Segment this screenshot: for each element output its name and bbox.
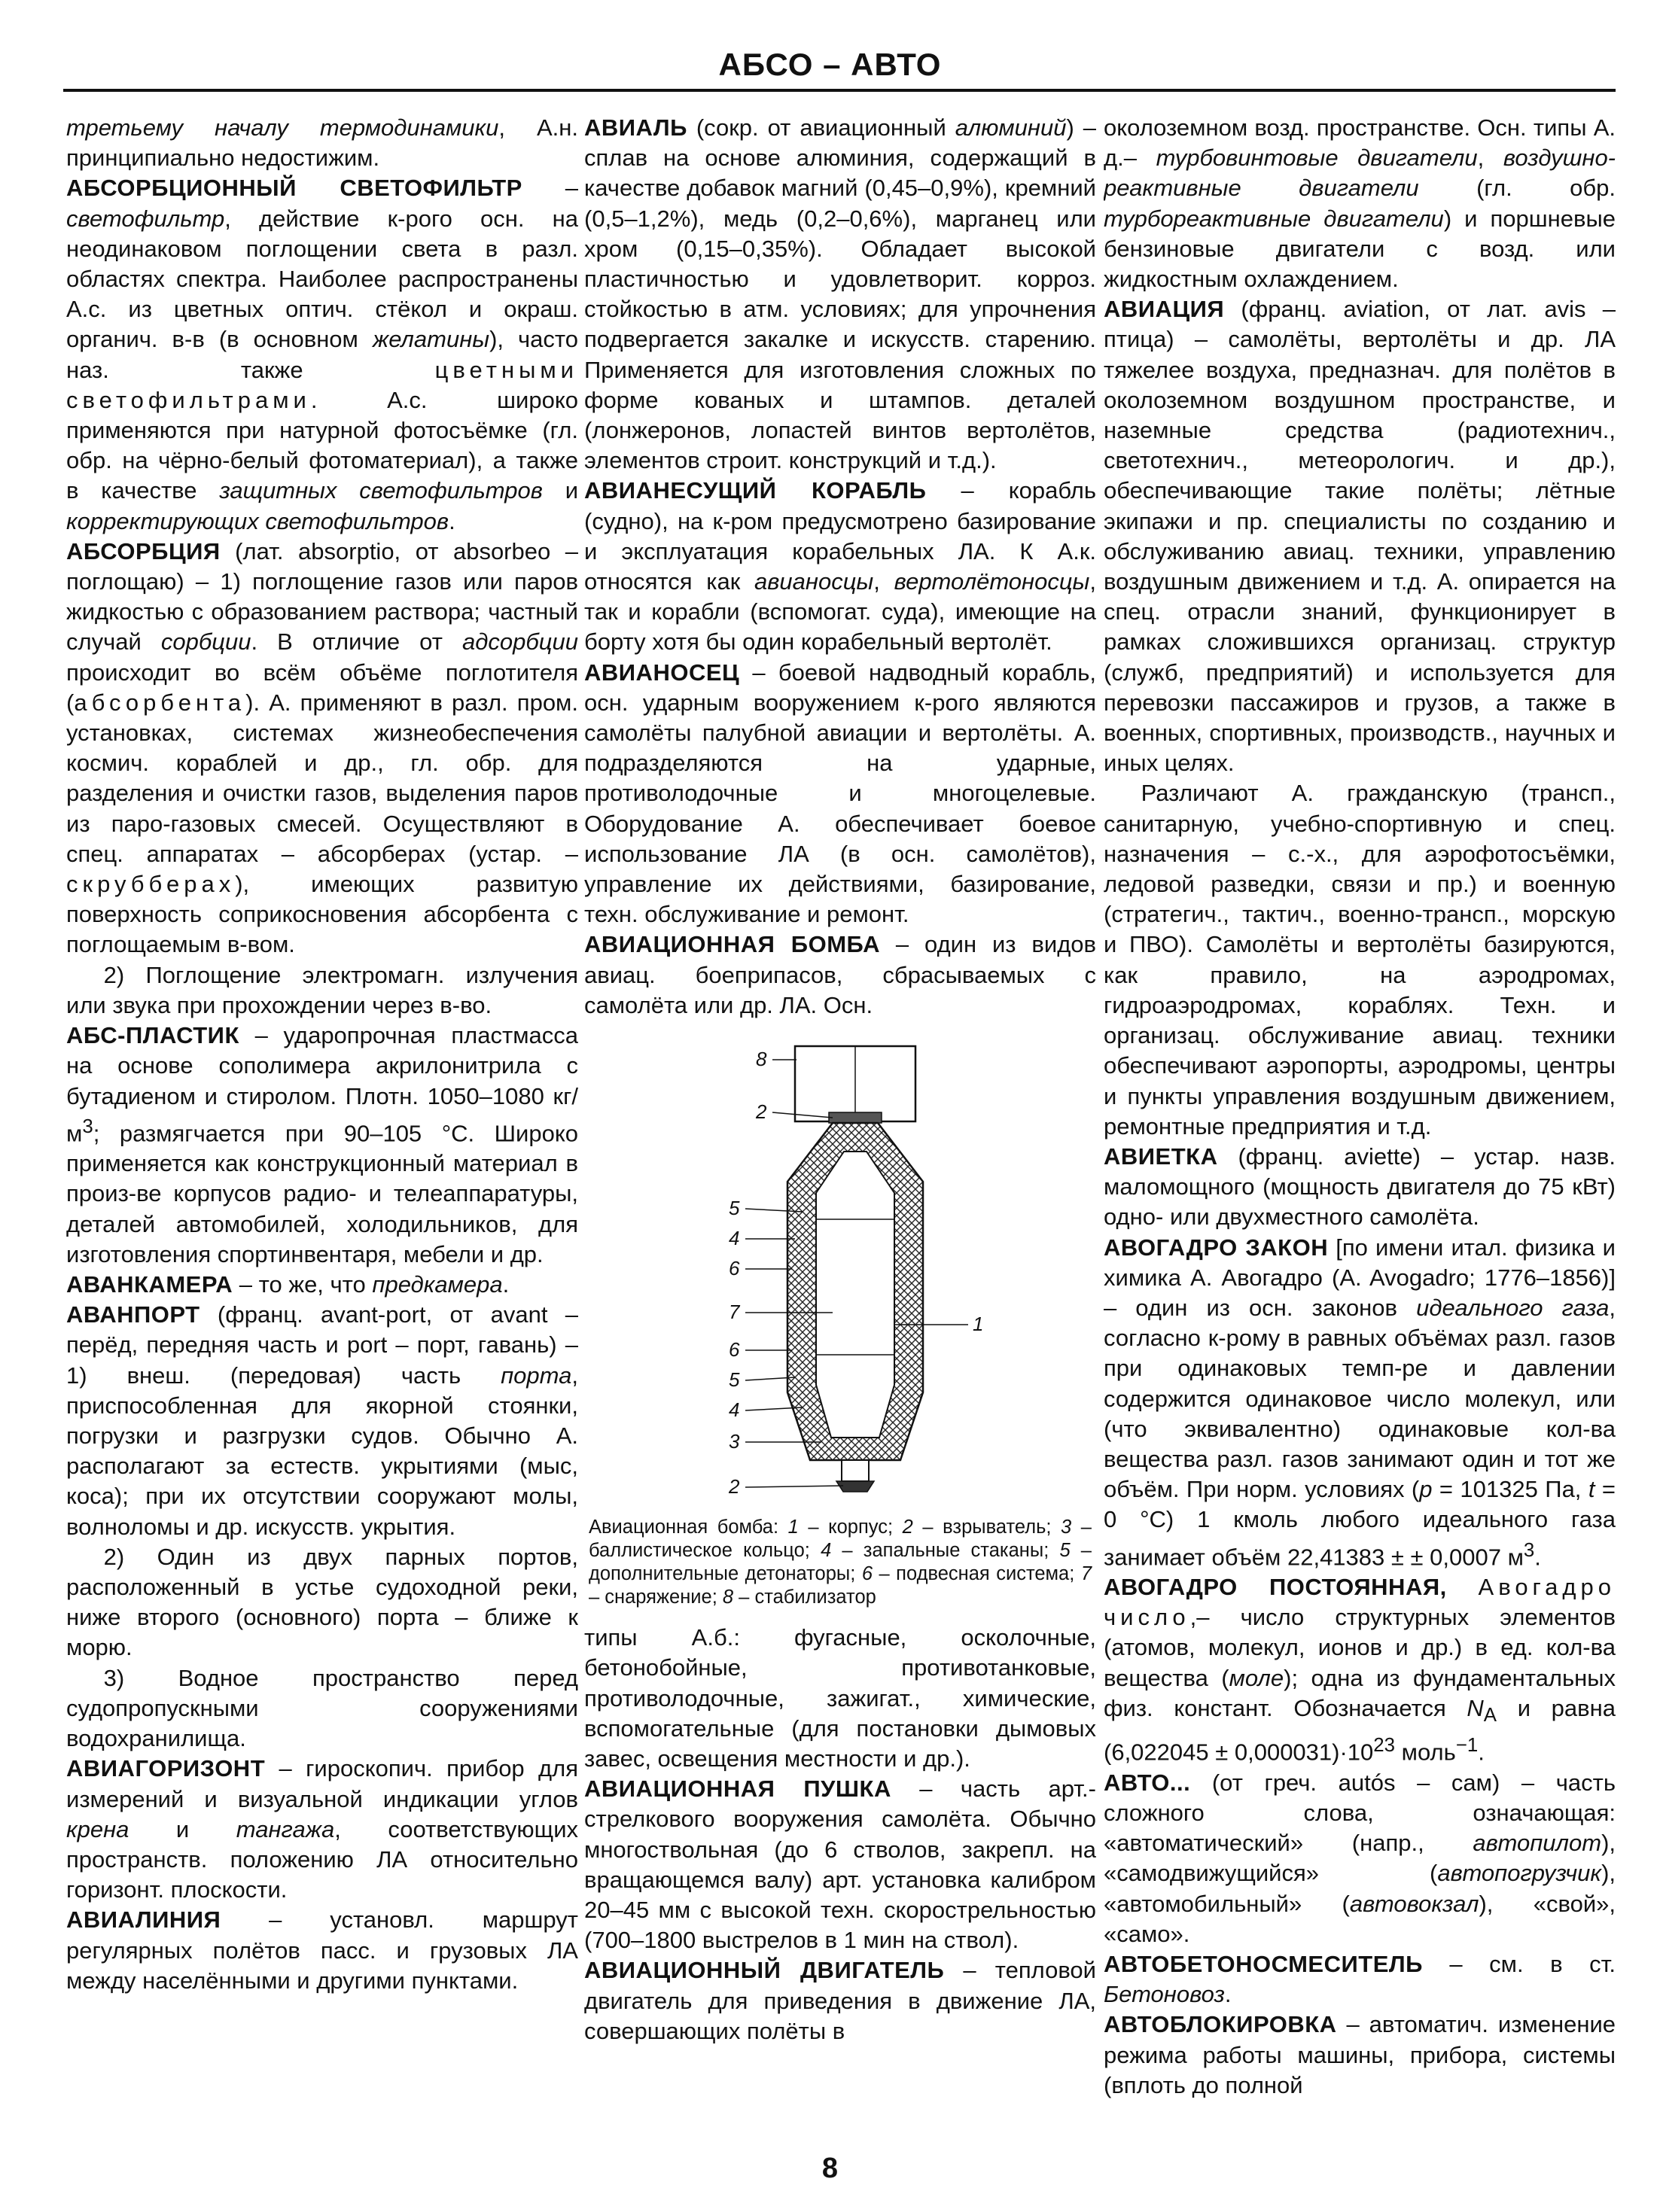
cross-reference[interactable]: тангажа bbox=[236, 1815, 335, 1842]
entry-aviatsionnaya-bomba bbox=[584, 930, 1096, 1021]
stabilizer-shape bbox=[795, 1046, 915, 1123]
caption-text: – дополнительные детонаторы; bbox=[589, 1540, 1092, 1585]
caption-text: – снаряжение; bbox=[589, 1587, 723, 1608]
entry-text: , согласно к-рому в равных объёмах разл. газов при одинаковых темп-ре и давлении содержится одинаковое число молекул, или (что эквивалентно) одинаковые кол-ва вещества разл. газов занимают один и тот же объём. При норм. условиях ( bbox=[1104, 1294, 1616, 1503]
caption-text: – баллистическое кольцо; bbox=[589, 1517, 1092, 1562]
cross-reference[interactable]: адсорбции bbox=[461, 628, 578, 656]
entry-avtoblokirovka bbox=[1104, 2010, 1616, 2101]
cross-reference[interactable]: защитных светофильтров bbox=[219, 477, 543, 504]
aerial-bomb-figure bbox=[584, 1031, 1096, 1609]
entry-continuation bbox=[1104, 113, 1616, 294]
entry-aviagorizont bbox=[66, 1754, 578, 1905]
entry-text: [по имени итал. физика и химика А. Авогадро (A. Avogadro; 1776–1856)] – один из осн. законов bbox=[1104, 1234, 1616, 1321]
entry-text: – один из видов авиац. боеприпасов, сбрасываемых с самолёта или др. ЛА. Осн. bbox=[584, 931, 1096, 1018]
superscript: 3 bbox=[1523, 1539, 1535, 1561]
text-column-3 bbox=[1104, 113, 1616, 2145]
caption-text: – запальные стаканы; bbox=[831, 1540, 1060, 1562]
entry-text: . А.с. широко применяются при натурной фотосъёмке (гл. обр. на чёрно-белый фотоматериал), а также в качестве bbox=[66, 386, 578, 504]
entry-avogadro-zakon bbox=[1104, 1233, 1616, 1573]
entry-text: . bbox=[1478, 1739, 1485, 1766]
aerial-bomb-drawing bbox=[682, 1031, 998, 1513]
entry-text: и bbox=[542, 477, 578, 504]
entry-text: , соответствующих пространств. положению ЛА относительно горизонт. плоскости. bbox=[66, 1815, 578, 1903]
entry-text: – установл. маршрут регулярных полётов пасс. и грузовых ЛА между населёнными и другими пунктами. bbox=[66, 1906, 578, 1994]
cross-reference[interactable]: порта bbox=[501, 1362, 572, 1389]
entry-text: – ударопрочная пластмасса на основе сополимера акрилонитрила с бутадиеном и стиролом. Плотн. 1050–1080 кг/м bbox=[66, 1022, 578, 1147]
entry-text: и равна (6,022045 ± 0,000031)·10 bbox=[1104, 1694, 1616, 1766]
entry-term: АВИАЦИЯ bbox=[1104, 296, 1225, 323]
cross-reference[interactable]: Бетоновоз bbox=[1104, 1981, 1225, 2008]
entry-absorption bbox=[66, 537, 578, 960]
entry-text: ), имеющих развитую поверхность соприкосновения абсорбента с поглощаемым в-вом. bbox=[66, 871, 578, 958]
spaced-term: цветными светофильтрами bbox=[66, 356, 578, 413]
entry-term: АБСОРБЦИОННЫЙ СВЕТОФИЛЬТР bbox=[66, 175, 522, 202]
label-6: 6 bbox=[729, 1338, 740, 1362]
label-5: 5 bbox=[729, 1197, 740, 1220]
entry-aviatsiya-cont: Различают А. гражданскую (трансп., санитарную, учебно-спортивную и спец. назначения – с.-х., для аэрофотосъёмки, ледовой разведки, связи и пр.) и военную (стратегич., тактич., военно-трансп., морскую и ПВО). Самолёты и вертолёты базируются, как правило, на аэродромах, гидроаэродромах, кораблях. Техн. и организац. обслуживание авиац. техники обеспечивают аэропорты, аэродромы, центры и пункты управления воздушным движением, ремонтные предприятия и т.д. bbox=[1104, 780, 1616, 1139]
entry-text: ). А. применяют в разл. пром. установках, системах жизнеобеспечения космич. кораблей и др., гл. обр. для разделения и очистки газов, выделения паров из паро-газовых смесей. Осуществляют в спец. аппаратах – абсорберах (устар. – bbox=[66, 689, 578, 867]
entry-text: – автоматич. изменение режима работы машины, прибора, системы (вплоть до полной bbox=[1104, 2011, 1616, 2098]
cross-reference[interactable]: сорбции bbox=[160, 628, 251, 656]
entry-text: = 101325 Па, bbox=[1432, 1476, 1588, 1503]
entry-text: (гл. обр. bbox=[1418, 175, 1616, 202]
entry-text: ), «свой», «само». bbox=[1104, 1890, 1616, 1947]
entry-text: . bbox=[1224, 1981, 1232, 2008]
label-6: 6 bbox=[729, 1257, 740, 1280]
entry-text: – тепловой двигатель для приведения в движение ЛА, совершающих полёты в bbox=[584, 1957, 1096, 2044]
entry-absorption-sense-2: 2) Поглощение электромагн. излучения или звука при прохождении через в-во. bbox=[66, 961, 578, 1018]
entry-avanport-sense-3: 3) Водное пространство перед судопропускными сооружениями водохранилища. bbox=[66, 1664, 578, 1752]
entry-text: – корабль (судно), на к-ром предусмотрено базирование и эксплуатация корабельных ЛА. К А.к. относятся как bbox=[584, 477, 1096, 595]
label-4: 4 bbox=[729, 1398, 740, 1422]
entry-text: (лат. absorptio, от absorbeo – поглощаю) – 1) поглощение газов или паров жидкостью с образованием раствора; частный случай bbox=[66, 537, 578, 656]
caption-number: 2 bbox=[902, 1517, 913, 1538]
cross-reference[interactable]: моле bbox=[1229, 1664, 1284, 1691]
caption-number: 5 bbox=[1059, 1540, 1071, 1562]
entry-text: , действие к-рого осн. на неодинаковом поглощении света в разл. областях спектра. Наиболее распространены А.с. из цветных оптич. стёкол и окраш. органич. в-в (в основном bbox=[66, 205, 578, 353]
entry-text: (франц. aviette) – устар. назв. маломощного (мощность двигателя до 75 кВт) одно- или двухместного самолёта. bbox=[1104, 1143, 1616, 1231]
cross-reference[interactable]: корректирующих светофильтров bbox=[66, 507, 449, 534]
entry-aviatsionnaya-pushka bbox=[584, 1774, 1096, 1955]
cross-reference[interactable]: автопилот bbox=[1473, 1830, 1602, 1857]
caption-text: Авиационная бомба: bbox=[589, 1517, 788, 1538]
entry-term: АВАНКАМЕРА bbox=[66, 1271, 233, 1298]
entry-term: АВОГАДРО ЗАКОН bbox=[1104, 1234, 1329, 1261]
entry-avial bbox=[584, 113, 1096, 476]
entry-avianesushchiy-korabl bbox=[584, 476, 1096, 657]
cross-reference[interactable]: авианосцы bbox=[754, 568, 874, 595]
label-3: 3 bbox=[729, 1430, 740, 1453]
entry-text: . bbox=[1534, 1543, 1541, 1570]
cross-reference[interactable]: идеального газа bbox=[1416, 1294, 1610, 1321]
entry-absorption-filter bbox=[66, 173, 578, 536]
entry-text: ), «автомобильный» ( bbox=[1104, 1860, 1616, 1917]
entry-text: , так и корабли (вспомогат. суда), имеющие на борту хотя бы один корабельный вертолёт. bbox=[584, 568, 1096, 656]
entry-term: АВИЕТКА bbox=[1104, 1143, 1218, 1170]
entry-term: АВИАЛИНИЯ bbox=[66, 1906, 221, 1934]
entry-avtobetonosmesitel bbox=[1104, 1949, 1616, 2010]
entry-term: АВИАГОРИЗОНТ bbox=[66, 1755, 266, 1782]
variable: t bbox=[1588, 1476, 1595, 1503]
caption-number: 4 bbox=[821, 1540, 832, 1562]
entry-text: – боевой надводный корабль, осн. ударным вооружением к-рого являются самолёты палубной авиации и вертолёты. А. подразделяются на ударные, противолодочные и многоцелевые. Оборудование А. обеспечивает боевое использование ЛА (в осн. самолётов), управление их действиями, базирование, техн. обслуживание и ремонт. bbox=[584, 659, 1096, 928]
entry-text: (сокр. от авиационный bbox=[687, 114, 955, 141]
label-1: 1 bbox=[973, 1313, 984, 1336]
entry-text: – bbox=[522, 175, 578, 202]
entry-text: моль bbox=[1395, 1739, 1456, 1766]
entry-term: АВИАЦИОННЫЙ ДВИГАТЕЛЬ bbox=[584, 1957, 945, 1984]
caption-text: – взрыватель; bbox=[912, 1517, 1061, 1538]
entry-aviatsiya bbox=[1104, 294, 1616, 778]
entry-term: АВИАЛЬ bbox=[584, 114, 687, 141]
label-4: 4 bbox=[729, 1227, 740, 1250]
entry-text: (франц. aviation, от лат. avis – птица) – самолёты, вертолёты и др. ЛА тяжелее воздуха, предназнач. для полётов в околоземном воздушном пространстве, и наземные средства (радиотехнич., светотехнич., метеорологич. и др.), обеспечивающие такие полёты; лётные экипажи и пр. специалисты по созданию и обслуживанию авиац. техники, управлению воздушным движением и т.д. А. опирается на спец. отрасли знаний, функционирует в рамках сложившихся организац. структур (служб, предприятий) и используется для перевозки пассажиров и грузов, а также в военных, спортивных, производств., научных и иных целях. bbox=[1104, 296, 1616, 777]
entry-text: ); одна из фундаментальных физ. констант. Обозначается bbox=[1104, 1664, 1616, 1721]
nose-fuze-shape bbox=[842, 1460, 869, 1481]
label-2: 2 bbox=[756, 1100, 767, 1124]
entry-text: = 0 °С) 1 кмоль любого идеального газа занимает объём 22,41383 ± ± 0,0007 м bbox=[1104, 1476, 1616, 1570]
entry-term: АВТОБЕТОНОСМЕСИТЕЛЬ bbox=[1104, 1951, 1423, 1978]
entry-term: АВАНПОРТ bbox=[66, 1301, 200, 1328]
label-7: 7 bbox=[729, 1301, 740, 1324]
entry-term: АВТО... bbox=[1104, 1769, 1191, 1796]
entry-avietka bbox=[1104, 1142, 1616, 1233]
entry-term: АВОГАДРО ПОСТОЯННАЯ, bbox=[1104, 1574, 1447, 1601]
entry-text: ; размягчается при 90–105 °С. Широко применяется как конструкционный материал в произ-ве корпусов радио- и телеаппаратуры, деталей автомобилей, холодильников, для изготовления спортинвентаря, мебели и др. bbox=[66, 1120, 578, 1267]
entry-text: , bbox=[1477, 145, 1503, 172]
entry-term: АБСОРБЦИЯ bbox=[66, 537, 221, 564]
cross-reference[interactable]: алюминий bbox=[955, 114, 1067, 141]
spaced-term: Авогадро число bbox=[1104, 1574, 1616, 1631]
variable: p bbox=[1419, 1476, 1433, 1503]
superscript: 3 bbox=[82, 1115, 93, 1137]
entry-avanport bbox=[66, 1300, 578, 1542]
entry-avankamera bbox=[66, 1270, 578, 1300]
entry-text: – гироскопич. прибор для измерений и визуальной индикации углов bbox=[66, 1755, 578, 1812]
header-rule bbox=[63, 89, 1616, 92]
entry-text: , приспособленная для якорной стоянки, погрузки и разгрузки судов. Обычно А. располагают за естеств. укрытиями (мыс, коса); при их отсутствии сооружают молы, волноломы и др. искусств. укрытия. bbox=[66, 1362, 578, 1540]
entry-text: . bbox=[502, 1271, 510, 1298]
caption-number: 7 bbox=[1080, 1563, 1092, 1585]
spaced-term: скрубберах bbox=[66, 871, 236, 898]
entry-text: – см. в ст. bbox=[1422, 1951, 1616, 1978]
caption-text: – стабилизатор bbox=[733, 1587, 876, 1608]
cross-reference[interactable]: вертолётоносцы bbox=[894, 568, 1090, 595]
entry-text: ) – сплав на основе алюминия, содержащий в качестве добавок магний (0,45–0,9%), кремний (0,5–1,2%), медь (0,2–0,6%), марганец или хром (0,15–0,35%). Обладает высокой пластичностью и удовлетворит. корроз. стойкостью в атм. условиях; для упрочнения подвергается закалке и искусств. старению. Применяется для изготовления сложных по форме кованых и штампов. деталей (лонжеронов, лопастей винтов вертолётов, элементов строит. конструкций и т.д.). bbox=[584, 114, 1096, 474]
entry-text: (от греч. autós – сам) – часть сложного слова, означающая: «автоматический» (напр., bbox=[1104, 1769, 1616, 1857]
entry-continuation bbox=[66, 113, 578, 173]
bomb-charge-core bbox=[816, 1152, 894, 1438]
entry-text: (франц. avant-port, от avant – перёд, передняя часть и port – порт, гавань) – 1) внеш. (передовая) часть bbox=[66, 1301, 578, 1389]
entry-aviatsionnyy-dvigatel bbox=[584, 1955, 1096, 2046]
entry-term: АВИАЦИОННАЯ ПУШКА bbox=[584, 1775, 891, 1803]
entry-text bbox=[1447, 1574, 1479, 1600]
entry-text: – часть арт.-стрелкового вооружения самолёта. Обычно многоствольная (до 6 стволов, закрепл. на вращающемся валу) арт. установка калибром 20–45 мм с высокой техн. скорострельностью (700–1800 выстрелов в 1 мин на ствол). bbox=[584, 1775, 1096, 1954]
cross-reference[interactable]: автопогрузчик bbox=[1437, 1860, 1602, 1887]
entry-text: ,– число структурных элементов (атомов, молекул, ионов и др.) в ед. кол-ва вещества ( bbox=[1104, 1604, 1616, 1691]
entry-text: . В отличие от bbox=[251, 628, 462, 656]
caption-number: 8 bbox=[722, 1587, 734, 1608]
entry-text: – то же, что bbox=[233, 1271, 373, 1298]
entry-text: , А.н. принципиально недостижим. bbox=[66, 114, 578, 172]
entry-term: АВИАЦИОННАЯ БОМБА bbox=[584, 931, 881, 958]
cross-reference[interactable]: крена bbox=[66, 1815, 129, 1842]
text-column-2 bbox=[584, 113, 1096, 2145]
entry-text: околоземном возд. пространстве. Осн. типы А. д.– bbox=[1104, 114, 1616, 172]
caption-number: 3 bbox=[1061, 1517, 1072, 1538]
entry-text: , bbox=[873, 568, 894, 595]
entry-abs-plastic bbox=[66, 1021, 578, 1270]
cross-reference[interactable]: желатины bbox=[372, 326, 490, 353]
label-8: 8 bbox=[756, 1048, 767, 1071]
entry-term: АВТОБЛОКИРОВКА bbox=[1104, 2011, 1337, 2038]
cross-reference[interactable]: светофильтр bbox=[66, 205, 225, 232]
figure-caption bbox=[589, 1516, 1092, 1609]
caption-number: 6 bbox=[861, 1563, 873, 1585]
entry-text: и bbox=[129, 1815, 236, 1842]
nose-tip-shape bbox=[836, 1481, 874, 1492]
entry-avogadro-postoyannaya bbox=[1104, 1572, 1616, 1768]
cross-reference[interactable]: воздушно-реактивные двигатели bbox=[1104, 145, 1616, 202]
text-column-1 bbox=[66, 113, 578, 2145]
superscript: −1 bbox=[1455, 1735, 1479, 1757]
entry-text: ), «самодвижущийся» ( bbox=[1104, 1830, 1616, 1887]
label-2: 2 bbox=[729, 1475, 740, 1499]
caption-text: – подвесная система; bbox=[873, 1563, 1081, 1585]
entry-text: ), часто наз. также bbox=[66, 326, 578, 383]
cross-reference[interactable]: третьему началу термодинамики bbox=[66, 114, 499, 141]
entry-avanport-sense-2: 2) Один из двух парных портов, расположенный в устье судоходной реки, ниже второго (основного) порта – ближе к морю. bbox=[66, 1543, 578, 1661]
spaced-term: абсорбента bbox=[74, 689, 246, 716]
entry-term: АВИАНОСЕЦ bbox=[584, 659, 740, 686]
entry-text: . bbox=[449, 507, 455, 534]
entry-avianosets bbox=[584, 658, 1096, 930]
subscript: A bbox=[1483, 1705, 1497, 1727]
cross-reference[interactable]: турбореактивные двигатели bbox=[1104, 205, 1444, 232]
entry-aviatsionnaya-bomba-cont: типы А.б.: фугасные, осколочные, бетонобойные, противотанковые, противолодочные, зажигат., химические, вспомогательные (для постановки дымовых завес, освещения местности и др.). bbox=[584, 1624, 1096, 1772]
cross-reference[interactable]: автовокзал bbox=[1349, 1890, 1479, 1917]
entry-text: ) и поршневые бензиновые двигатели с возд. или жидкостным охлаждением. bbox=[1104, 205, 1616, 293]
superscript: 23 bbox=[1373, 1735, 1396, 1757]
caption-text: – корпус; bbox=[798, 1517, 903, 1538]
page-header-title: АБСО – АВТО bbox=[718, 47, 942, 82]
caption-number: 1 bbox=[787, 1517, 799, 1538]
variable: N bbox=[1467, 1694, 1484, 1721]
page-number: 8 bbox=[821, 2153, 839, 2184]
entry-term: АБС-ПЛАСТИК bbox=[66, 1022, 239, 1049]
entry-text: происходит во всём объёме поглотителя ( bbox=[66, 659, 578, 716]
entry-avialiniya bbox=[66, 1905, 578, 1996]
cross-reference[interactable]: турбовинтовые двигатели bbox=[1156, 145, 1478, 172]
cross-reference[interactable]: предкамера bbox=[372, 1271, 503, 1298]
entry-term: АВИАНЕСУЩИЙ КОРАБЛЬ bbox=[584, 477, 927, 504]
entry-avto bbox=[1104, 1768, 1616, 1949]
label-5: 5 bbox=[729, 1368, 740, 1392]
